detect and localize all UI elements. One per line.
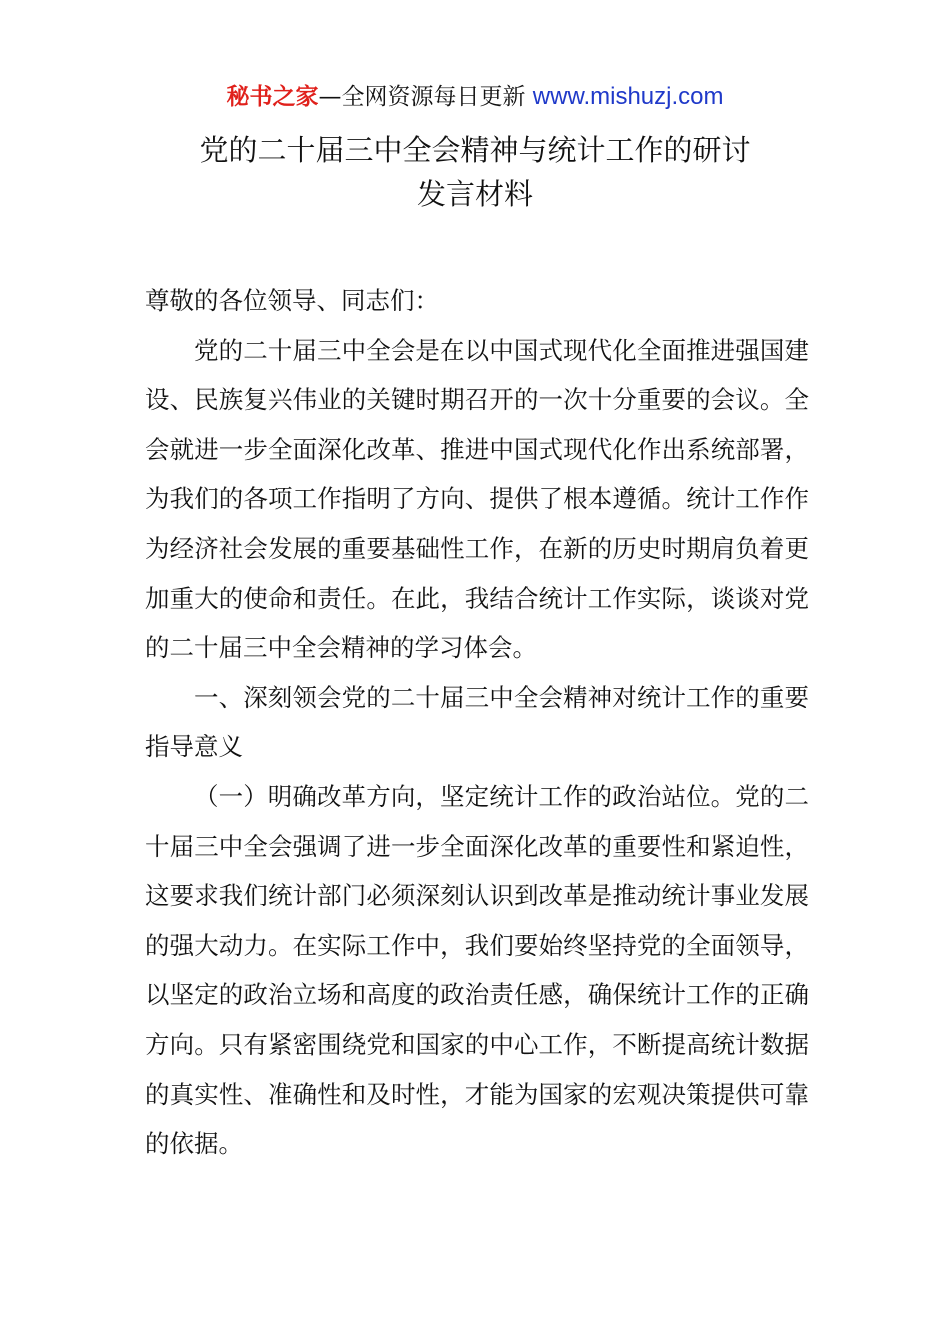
salutation: 尊敬的各位领导、同志们： <box>145 286 439 315</box>
brand-name: 秘书之家 <box>226 84 319 110</box>
section-heading-1: 一、深刻领会党的二十届三中全会精神对统计工作的重要指导意义 <box>145 682 809 762</box>
title-line-1: 党的二十届三中全会精神与统计工作的研讨 <box>199 133 751 167</box>
site-header <box>0 80 950 114</box>
document-body <box>145 276 809 1169</box>
title-line-2: 发言材料 <box>416 177 533 211</box>
site-url: www.mishuzj.com <box>532 83 724 110</box>
paragraph-intro: 党的二十届三中全会是在以中国式现代化全面推进强国建设、民族复兴伟业的关键时期召开的一次十分重要的会议。全会就进一步全面深化改革、推进中国式现代化作出系统部署，为我们的各项工作指明了方向、提供了根本遵循。统计工作作为经济社会发展的重要基础性工作，在新的历史时期肩负着更加重大的使命和责任。在此，我结合统计工作实际，谈谈对党的二十届三中全会精神的学习体会。 <box>145 335 809 663</box>
paragraph-subsection-1: （一）明确改革方向，坚定统计工作的政治站位。党的二十届三中全会强调了进一步全面深化改革的重要性和紧迫性，这要求我们统计部门必须深刻认识到改革是推动统计事业发展的强大动力。在实际工作中，我们要始终坚持党的全面领导，以坚定的政治立场和高度的政治责任感，确保统计工作的正确方向。只有紧密围绕党和国家的中心工作，不断提高统计数据的真实性、准确性和及时性，才能为国家的宏观决策提供可靠的依据。 <box>145 781 809 1159</box>
document-title <box>0 128 950 216</box>
header-tagline: —全网资源每日更新 <box>318 84 533 110</box>
